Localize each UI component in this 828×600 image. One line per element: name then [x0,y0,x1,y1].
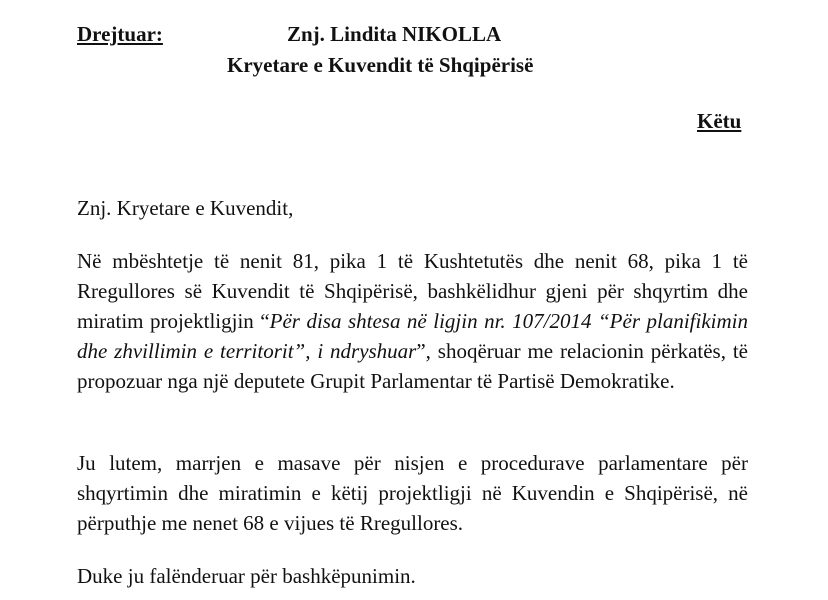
addressed-to-label: Drejtuar: [77,22,163,46]
salutation: Znj. Kryetare e Kuvendit, [77,196,294,220]
bill-title: Për disa shtesa në ligjin nr. 107/2014 “Për planifikimin dhe zhvillimin e territorit”, i ndryshuar [77,309,748,363]
recipient-name: Znj. Lindita NIKOLLA [287,22,502,46]
paragraph-2: Ju lutem, marrjen e masave për nisjen e procedurave parlamentare për shqyrtimin dhe miratimin e këtij projektligji në Kuvendin e Shqipërisë, në përputhje me nenet 68 e vijues të Rregullores. [77,451,748,535]
recipient-title: Kryetare e Kuvendit të Shqipërisë [227,53,534,77]
paragraph-1-text-b: ”, shoqëruar me relacionin përkatës, të propozuar nga një deputete Grupit Parlamentar të Partisë Demokratike. [77,339,748,393]
paragraph-1-text-a: Në mbështetje të nenit 81, pika 1 të Kushtetutës dhe nenit 68, pika 1 të Rregullores së Kuvendit të Shqipërisë, bashkëlidhur gjeni për shqyrtim dhe miratim projektligjin “ [77,249,748,333]
closing-line: Duke ju falënderuar për bashkëpunimin. [77,564,416,588]
location-label: Këtu [697,109,742,133]
paragraph-1 [77,246,748,396]
